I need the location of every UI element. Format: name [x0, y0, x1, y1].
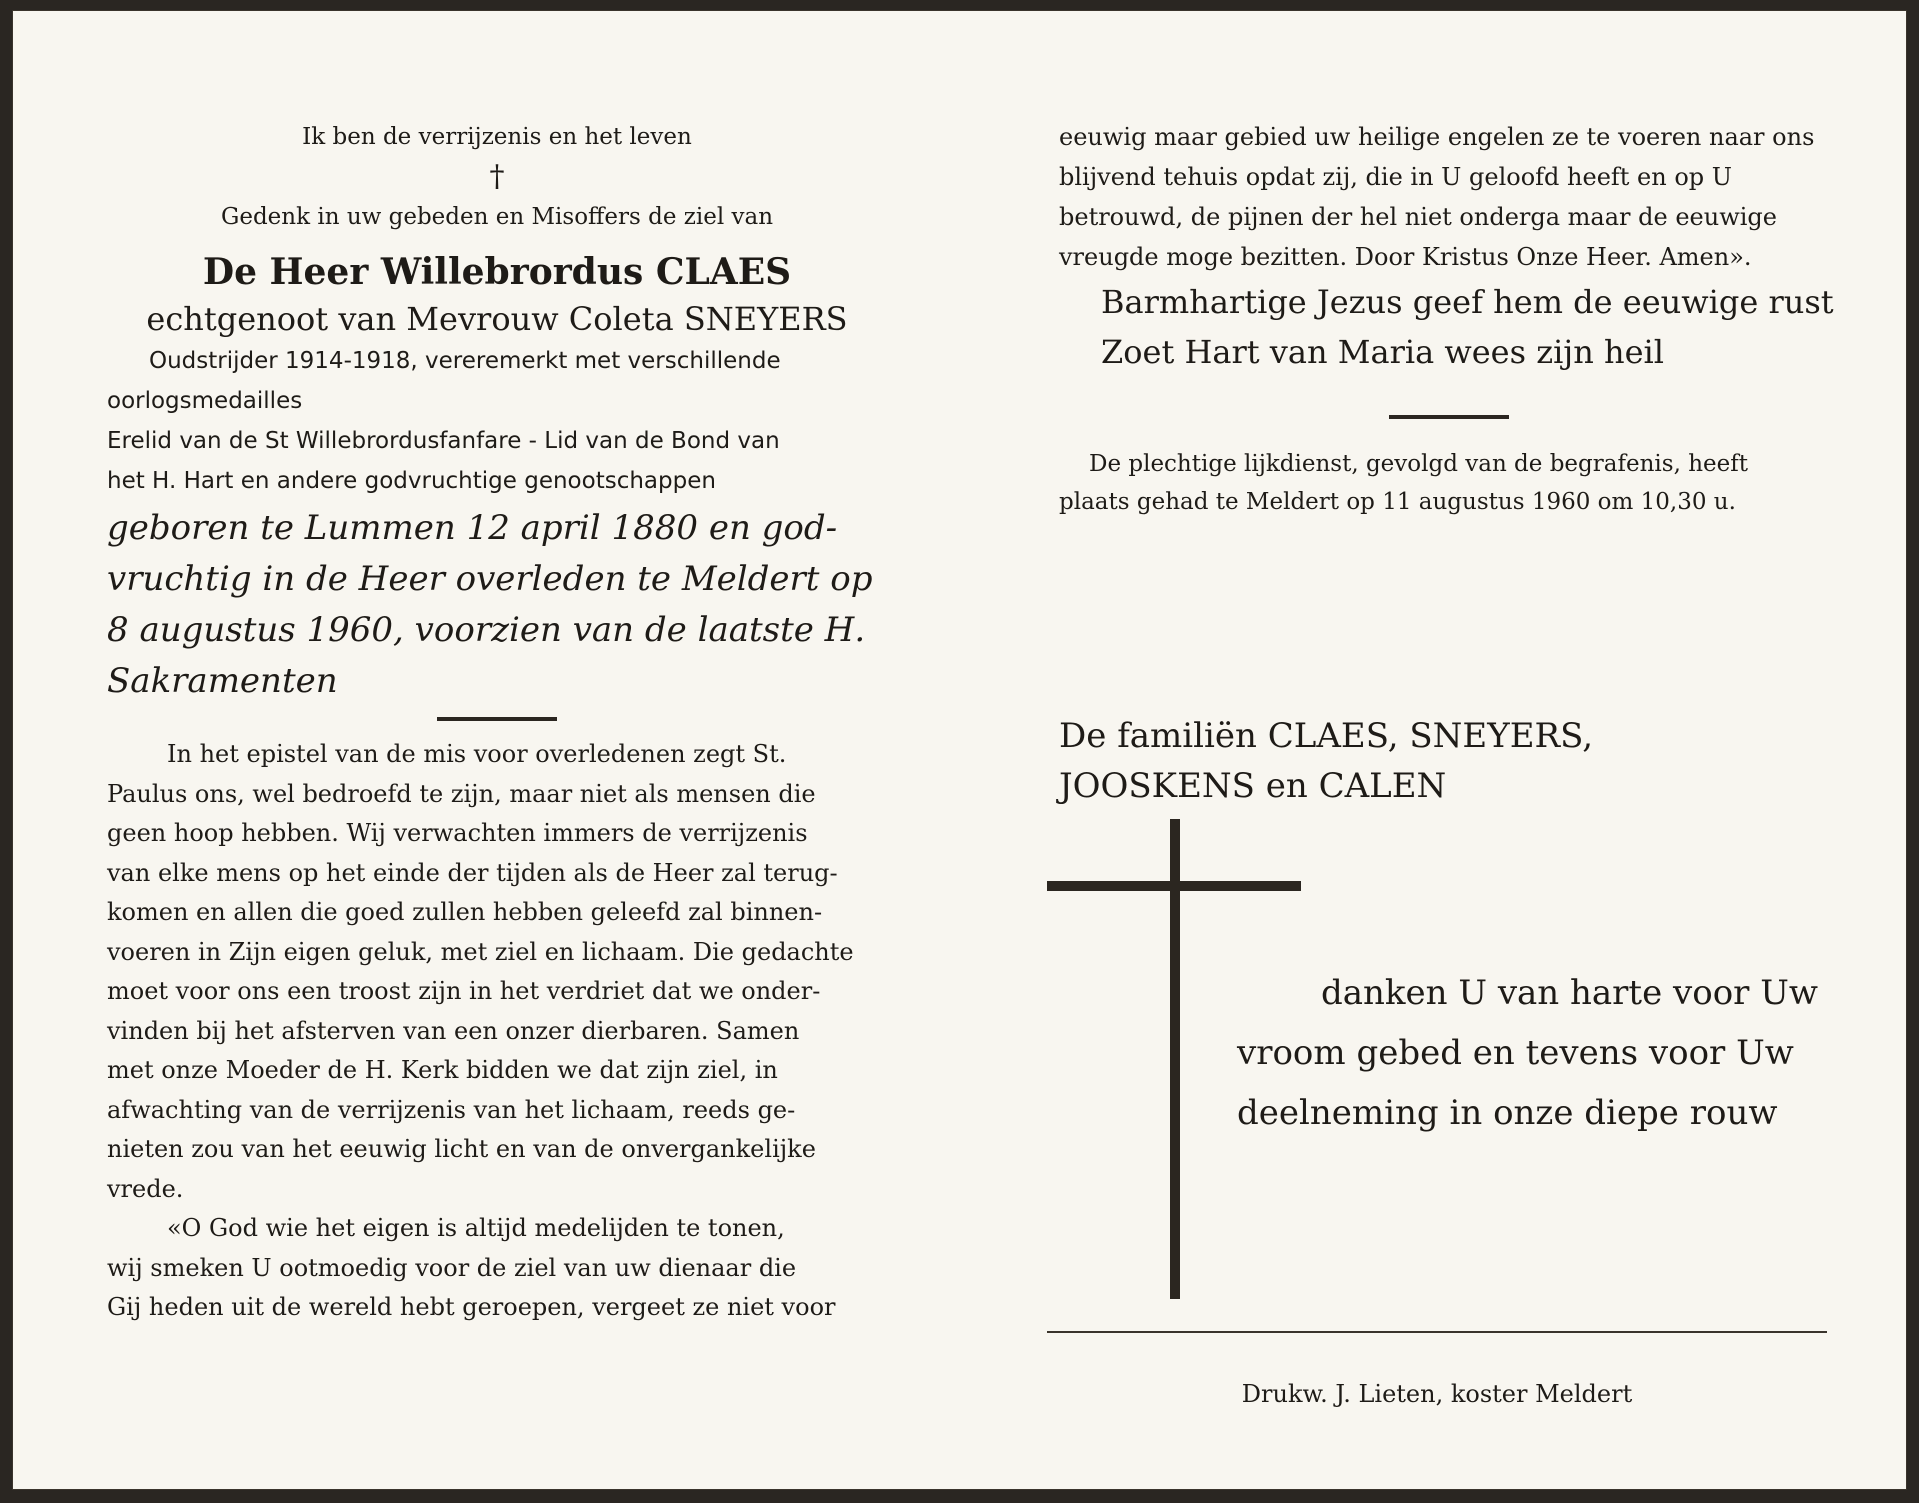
funeral-line-2: plaats gehad te Meldert op 11 augustus 1960 om 10,30 u.: [1059, 489, 1736, 515]
text-line: voeren in Zijn eigen geluk, met ziel en lichaam. Die gedachte: [107, 937, 854, 966]
text-line: blijvend tehuis opdat zij, die in U geloofd heeft en op U: [1059, 163, 1733, 191]
text-line: met onze Moeder de H. Kerk bidden we dat zijn ziel, in: [107, 1056, 778, 1084]
text-line: betrouwd, de pijnen der hel niet onderga maar de eeuwige: [1059, 203, 1777, 231]
remember-line: Gedenk in uw gebeden en Misoffers de ziel van: [220, 204, 774, 230]
birth-line-1: geboren te Lummen 12 april 1880 en god-: [107, 508, 838, 548]
birth-line-2: vruchtig in de Heer overleden te Meldert op: [107, 559, 873, 599]
text-line: komen en allen die goed zullen hebben geleefd zal binnen-: [107, 898, 823, 926]
funeral-line-1: De plechtige lijkdienst, gevolgd van de begrafenis, heeft: [1089, 451, 1748, 477]
families-block: [1059, 711, 1839, 811]
families-line-2: JOOSKENS en CALEN: [1059, 766, 1447, 806]
thanks-line-1: danken U van harte voor Uw: [1321, 973, 1818, 1013]
prayer-paragraph: [1059, 117, 1839, 277]
cross-symbol-icon: †: [489, 159, 505, 194]
families-line-1: De familiën CLAES, SNEYERS,: [1059, 716, 1594, 756]
thanks-line-2: vroom gebed en tevens voor Uw: [1237, 1033, 1794, 1073]
thanks-line-3: deelneming in onze diepe rouw: [1237, 1093, 1778, 1133]
text-line: «O God wie het eigen is altijd medelijden te tonen,: [167, 1214, 785, 1242]
text-line: vinden bij het afsterven van een onzer dierbaren. Samen: [107, 1016, 800, 1045]
thanks-block: [1237, 963, 1839, 1143]
right-panel: [1059, 117, 1839, 521]
veteran-line-2: oorlogsmedailles: [107, 388, 303, 414]
text-line: geen hoop hebben. Wij verwachten immers de verrijzenis: [107, 819, 808, 847]
motto: Ik ben de verrijzenis en het leven: [302, 124, 692, 150]
text-line: vreugde moge bezitten. Door Kristus Onze Heer. Amen».: [1059, 243, 1752, 271]
member-line-2: het H. Hart en andere godvruchtige genootschappen: [107, 468, 716, 494]
deceased-name: De Heer Willebrordus CLAES: [202, 251, 792, 293]
veteran-line-1: Oudstrijder 1914-1918, vereremerkt met verschillende: [149, 348, 781, 374]
left-panel: [107, 117, 887, 1328]
birth-line-4: Sakramenten: [107, 661, 338, 701]
text-line: eeuwig maar gebied uw heilige engelen ze te voeren naar ons: [1059, 123, 1815, 151]
text-line: moet voor ons een troost zijn in het verdriet dat we onder-: [107, 977, 821, 1005]
spouse-line: echtgenoot van Mevrouw Coleta SNEYERS: [146, 300, 848, 338]
memorial-card: [12, 10, 1907, 1490]
text-line: In het epistel van de mis voor overledenen zegt St.: [167, 740, 787, 768]
epistle-paragraph: [107, 735, 887, 1328]
text-line: Paulus ons, wel bedroefd te zijn, maar niet als mensen die: [107, 779, 816, 808]
cross-icon: [1170, 819, 1180, 1299]
text-line: afwachting van de verrijzenis van het lichaam, reeds ge-: [107, 1095, 796, 1124]
divider: [437, 717, 557, 721]
member-line-1: Erelid van de St Willebrordusfanfare - Lid van de Bond van: [107, 428, 780, 454]
text-line: nieten zou van het eeuwig licht en van de onvergankelijke: [107, 1135, 816, 1163]
bottom-rule: [1047, 1331, 1827, 1333]
text-line: van elke mens op het einde der tijden als de Heer zal terug-: [107, 858, 838, 887]
text-line: Gij heden uit de wereld hebt geroepen, vergeet ze niet voor: [107, 1293, 836, 1321]
invocation-2: Zoet Hart van Maria wees zijn heil: [1101, 333, 1665, 371]
cross-bar: [1047, 881, 1301, 891]
birth-line-3: 8 augustus 1960, voorzien van de laatste H.: [107, 610, 866, 650]
divider: [1389, 415, 1509, 419]
text-line: wij smeken U ootmoedig voor de ziel van uw dienaar die: [107, 1253, 797, 1282]
printer-line: Drukw. J. Lieten, koster Meldert: [1241, 1380, 1633, 1408]
text-line: vrede.: [107, 1174, 184, 1203]
invocation-1: Barmhartige Jezus geef hem de eeuwige rust: [1101, 283, 1834, 321]
